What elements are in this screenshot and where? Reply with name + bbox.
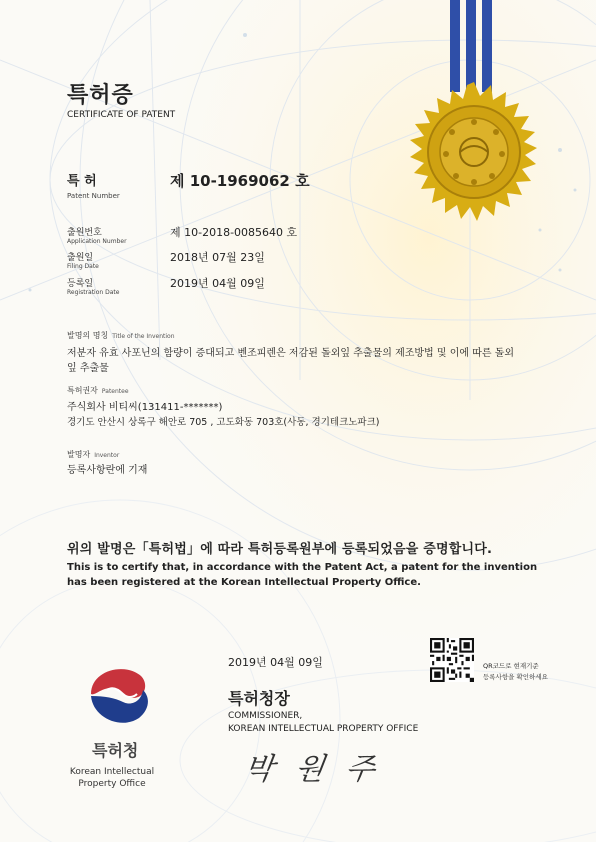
inventor-label — [67, 449, 119, 460]
certificate-title-en: CERTIFICATE OF PATENT — [67, 110, 176, 120]
ribbon-stripe — [466, 0, 476, 92]
declaration-en-line1: This is to certify that, in accordance with the Patent Act, a patent for the invention — [67, 562, 538, 573]
field-label-ko: 출원일 — [67, 253, 94, 263]
declaration-ko: 위의 발명은「특허법」에 따라 특허등록원부에 등록되었음을 증명합니다. — [67, 542, 493, 557]
logo-name-en-line1: Korean Intellectual — [69, 767, 155, 777]
inventor-value: 등록사항란에 기재 — [67, 465, 148, 476]
invention-title — [67, 346, 514, 376]
commissioner-title-en-line1: COMMISSIONER, — [228, 711, 303, 721]
registration-date-value: 2019년 04월 09일 — [170, 277, 265, 290]
patent-label — [67, 170, 120, 200]
ribbon-stripe — [482, 0, 492, 92]
field-label-ko: 등록일 — [67, 279, 94, 289]
patentee-label-en: Patentee — [101, 388, 129, 395]
logo-name-en-line2: Property Office — [78, 779, 146, 789]
patentee-label — [67, 385, 129, 396]
ribbon-stripe — [450, 0, 460, 92]
inventor-label-en: Inventor — [94, 452, 120, 459]
field-filing-date — [67, 250, 99, 270]
commissioner-title-ko: 특허청장 — [228, 689, 290, 708]
patentee-label-ko: 특허권자 — [67, 386, 98, 395]
commissioner-signature: 박 원 주 — [242, 752, 383, 787]
declaration-en-line2: has been registered at the Korean Intellectual Property Office. — [67, 577, 421, 588]
declaration-en — [67, 560, 537, 590]
logo-name-en — [62, 766, 162, 790]
application-number-value: 제 10-2018-0085640 호 — [170, 226, 298, 239]
kipo-logo — [83, 660, 157, 730]
patentee-name: 주식회사 비티씨(131411-*******) — [67, 402, 223, 413]
qr-caption — [483, 661, 548, 683]
invention-label — [67, 330, 175, 341]
inventor-label-ko: 발명자 — [67, 450, 91, 459]
issue-date: 2019년 04월 09일 — [228, 656, 323, 669]
patentee-address: 경기도 안산시 상록구 해안로 705 , 고도화동 703호(사동, 경기테크노파크) — [67, 417, 380, 428]
qr-caption-line2: 등록사항을 확인하세요 — [483, 673, 548, 681]
field-application-number — [67, 225, 127, 245]
invention-title-line2: 잎 추출물 — [67, 363, 109, 374]
qr-caption-line1: QR코드로 현재기준 — [483, 662, 539, 670]
gold-seal — [404, 82, 544, 222]
invention-label-en: Title of the Invention — [112, 333, 175, 340]
patent-label-en: Patent Number — [67, 192, 120, 200]
field-registration-date — [67, 276, 119, 296]
patent-number: 제 10-1969062 호 — [170, 172, 310, 190]
invention-title-line1: 저분자 유효 사포닌의 함량이 증대되고 벤조피렌은 저감된 돌외잎 추출물의 제조방법 및 이에 따른 돌외 — [67, 348, 515, 359]
filing-date-value: 2018년 07월 23일 — [170, 251, 265, 264]
commissioner-title-en — [228, 710, 418, 736]
certificate-title-ko: 특허증 — [67, 83, 134, 108]
patentee-details — [67, 400, 379, 430]
field-label-en: Application Number — [67, 238, 127, 245]
field-label-en: Registration Date — [67, 289, 120, 296]
logo-name-ko: 특허청 — [92, 741, 139, 760]
commissioner-title-en-line2: KOREAN INTELLECTUAL PROPERTY OFFICE — [228, 724, 419, 734]
invention-label-ko: 발명의 명칭 — [67, 331, 109, 340]
field-label-en: Filing Date — [67, 263, 99, 270]
patent-label-ko: 특 허 — [67, 174, 97, 189]
field-label-ko: 출원번호 — [67, 228, 102, 238]
qr-code — [430, 638, 474, 682]
